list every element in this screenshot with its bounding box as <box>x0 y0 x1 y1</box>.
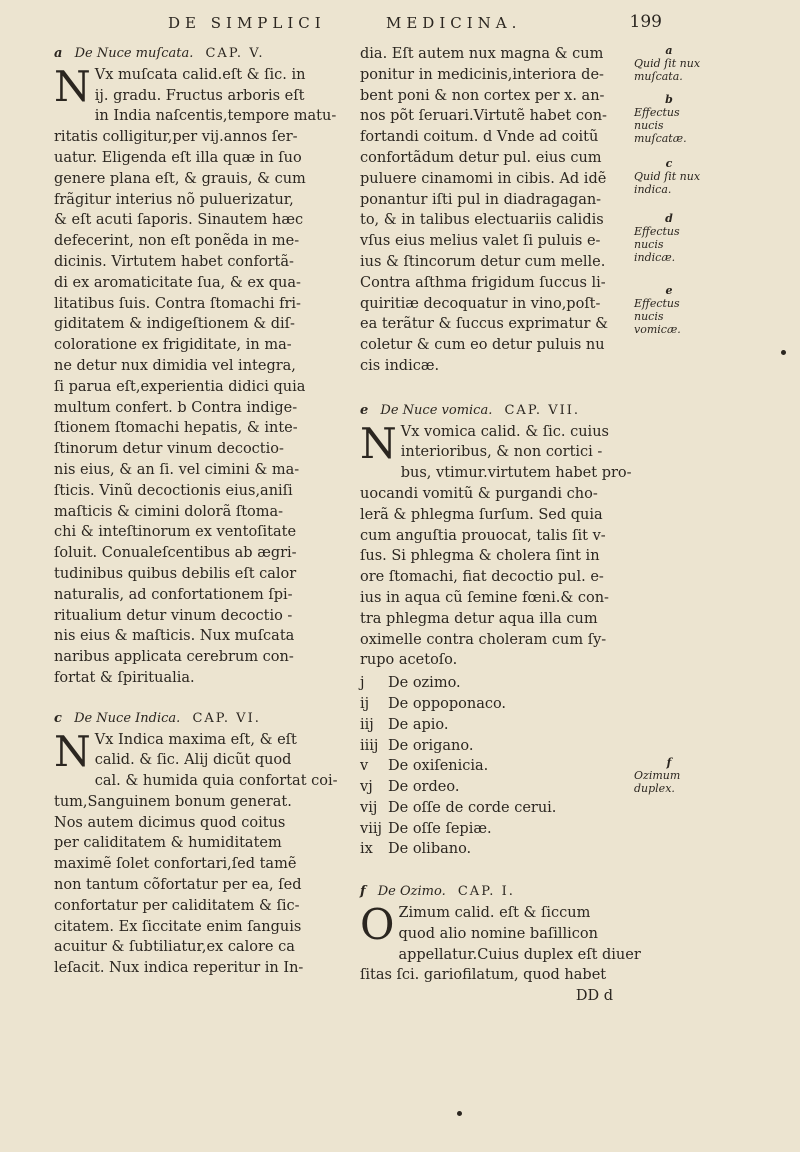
text-line: cal. & humida quia confortat coi- <box>94 773 338 790</box>
text-line: citatem. Ex ſiccitate enim ſanguis <box>54 918 302 935</box>
chapter-text <box>360 418 632 672</box>
list-text: De ozimo. <box>388 675 461 692</box>
text-line: quod alio nomine baſillicon <box>398 925 598 942</box>
list-text: De oſſe de corde cerui. <box>388 799 557 816</box>
text-line: ſtionem ſtomachi hepatis, & inte- <box>54 420 298 437</box>
list-number: iij <box>360 716 374 733</box>
chapter-marker: c <box>54 710 62 726</box>
chapter-text <box>54 61 354 689</box>
text-line: ij. gradu. Fructus arboris eſt <box>94 87 305 104</box>
marginal-notes <box>634 44 704 801</box>
text-line: ſtinorum detur vinum decoctio- <box>54 441 284 458</box>
text-line: tra phlegma detur aqua illa cum <box>360 610 598 627</box>
text-line: tum,Sanguinem bonum generat. <box>54 793 292 810</box>
chapter-title: De Nuce vomica. <box>380 402 493 418</box>
text-line: ritatis colligitur,per vij.annos ſer- <box>54 129 298 146</box>
text-line: Contra aſthma frigidum ſuccus li- <box>360 274 606 291</box>
list-text: De origano. <box>388 737 474 754</box>
list-item <box>360 839 625 860</box>
text-line: vſus eius melius valet ſi puluis e- <box>360 233 601 250</box>
text-line: appellatur.Cuius duplex eſt diuer <box>398 946 641 963</box>
text-line: nis eius & maſticis. Nux muſcata <box>54 628 295 645</box>
text-line: ius & ſtincorum detur cum melle. <box>360 253 606 270</box>
list-number: vij <box>360 799 378 816</box>
text-line: genere plana eſt, & grauis, & cum <box>54 170 306 187</box>
text-line: non tantum cõfortatur per ea, ſed <box>54 877 302 894</box>
ink-speck <box>781 350 786 355</box>
margin-text: Quid ſit nux indica. <box>634 170 701 196</box>
text-line: dia. Eſt autem nux magna & cum <box>360 46 604 62</box>
text-line: multum confert. b Contra indige- <box>54 399 298 416</box>
text-line: interioribus, & non cortici - <box>400 444 603 461</box>
list-text: De apio. <box>388 716 449 733</box>
text-line: puluere cinamomi in cibis. Ad idẽ <box>360 170 607 187</box>
list-text: De oxiſenicia. <box>388 758 489 775</box>
margin-letter: a <box>665 44 673 57</box>
text-line: naturalis, ad confortationem ſpi- <box>54 586 293 603</box>
chapter-list <box>360 673 625 860</box>
margin-note-e <box>634 284 704 336</box>
text-line: Vx Indica maxima eſt, & eſt <box>94 731 297 748</box>
list-item <box>360 777 625 798</box>
text-line: dicinis. Virtutem habet confortã- <box>54 253 294 270</box>
text-line: fortat & ſpiritualia. <box>54 669 195 686</box>
drop-cap: O <box>360 900 395 950</box>
chapter-nux-indica <box>54 709 354 979</box>
text-line: cum anguſtia prouocat, talis ſit v- <box>360 527 606 544</box>
text-line: bus, vtimur.virtutem habet pro- <box>400 465 632 482</box>
text-line: uocandi vomitũ & purgandi cho- <box>360 485 598 502</box>
text-line: confortãdum detur pul. eius cum <box>360 149 602 166</box>
margin-letter: c <box>665 157 673 170</box>
margin-text: Effectus nucis vomicæ. <box>634 297 681 336</box>
list-number: iiij <box>360 737 379 754</box>
list-item <box>360 736 625 757</box>
margin-letter: f <box>666 756 672 769</box>
margin-note-d <box>634 212 704 264</box>
text-line: confortatur per caliditatem & ſic- <box>54 897 300 914</box>
list-item <box>360 798 625 819</box>
chapter-number: CAP. I. <box>457 884 515 900</box>
text-line: litatibus ſuis. Contra ſtomachi fri- <box>54 295 301 312</box>
text-line: tudinibus quibus debilis eſt calor <box>54 565 297 582</box>
text-line: coletur & cum eo detur puluis nu <box>360 337 605 354</box>
text-line: di ex aromaticitate ſua, & ex qua- <box>54 274 301 291</box>
drop-cap: N <box>54 726 91 776</box>
margin-note-f <box>634 756 704 795</box>
text-line: ſus. Si phlegma & cholera ſint in <box>360 548 600 565</box>
margin-note-a <box>634 44 704 83</box>
text-line: ſoluit. Conualeſcentibus ab ægri- <box>54 545 297 562</box>
list-number: viij <box>360 820 382 837</box>
text-line: coloratione ex frigiditate, in ma- <box>54 337 292 354</box>
text-line: ius in aqua cũ ſemine fœni.& con- <box>360 589 609 606</box>
margin-letter: e <box>665 284 673 297</box>
list-item <box>360 694 625 715</box>
margin-text: Quid ſit nux muſcata. <box>634 57 701 83</box>
text-line: acuitur & ſubtiliatur,ex calore ca <box>54 939 295 956</box>
chapter-number: CAP. V. <box>205 46 265 61</box>
chapter-nux-vomica <box>360 401 632 861</box>
chapter-marker: e <box>360 402 369 418</box>
list-item <box>360 715 625 736</box>
chapter-nux-muscata <box>54 44 354 689</box>
text-line: rupo acetoſo. <box>360 652 458 669</box>
text-line: calid. & ſic. Alij dicũt quod <box>94 752 292 769</box>
text-line: giditatem & indigeſtionem & diſ- <box>54 316 295 333</box>
text-line: defecerint, non eſt ponẽda in me- <box>54 233 300 250</box>
text-line: fortandi coitum. d Vnde ad coitũ <box>360 129 599 146</box>
text-line: per caliditatem & humiditatem <box>54 835 282 852</box>
text-line: ne detur nux dimidia vel integra, <box>54 357 296 374</box>
list-item <box>360 756 625 777</box>
text-line: bent poni & non cortex per x. an- <box>360 87 605 104</box>
left-column <box>54 44 354 979</box>
text-line: Nos autem dicimus quod coitus <box>54 814 286 831</box>
chapter-ozimum <box>360 882 641 1007</box>
text-line: chi & inteſtinorum ex ventoſitate <box>54 524 297 541</box>
text-line: quiritiæ decoquatur in vino,poſt- <box>360 295 601 312</box>
chapter-marker: f <box>360 884 366 900</box>
list-text: De oppoponaco. <box>388 695 507 712</box>
list-text: De oſſe ſepiæ. <box>388 820 492 837</box>
running-head-right: MEDICINA. <box>386 14 522 32</box>
chapter-title: De Nuce muſcata. <box>74 46 194 61</box>
running-head-left: DE SIMPLICI <box>168 14 326 32</box>
list-number: j <box>360 675 365 692</box>
text-line: to, & in talibus electuariis calidis <box>360 212 604 229</box>
margin-text: Effectus nucis indicæ. <box>634 225 680 264</box>
margin-note-b <box>634 93 704 145</box>
running-header <box>0 8 800 38</box>
chapter-marker: a <box>54 46 63 61</box>
chapter-text <box>54 726 354 980</box>
margin-text: Ozimum duplex. <box>634 769 681 795</box>
text-line: Vx vomica calid. & ſic. cuius <box>400 423 609 440</box>
text-line: leſacit. Nux indica reperitur in In- <box>54 960 304 977</box>
text-line: naribus applicata cerebrum con- <box>54 649 294 666</box>
right-column <box>360 44 641 1007</box>
list-text: De ordeo. <box>388 779 460 796</box>
text-line: ea terãtur & ſuccus exprimatur & <box>360 316 608 333</box>
chapter-title: De Ozimo. <box>377 884 446 900</box>
chapter-text <box>360 900 641 986</box>
text-line: ritualium detur vinum decoctio - <box>54 607 293 624</box>
list-item <box>360 819 625 840</box>
margin-letter: b <box>665 93 673 106</box>
page-number: 199 <box>629 12 662 32</box>
list-number: ix <box>360 841 373 858</box>
text-line: lerã & phlegma ſurſum. Sed quia <box>360 506 603 523</box>
text-line: oximelle contra choleram cum ſy- <box>360 631 607 648</box>
chapter-number: CAP. VI. <box>192 710 261 726</box>
chapter-heading <box>54 709 354 730</box>
text-line: ponitur in medicinis,interiora de- <box>360 66 604 83</box>
list-text: De olibano. <box>388 841 472 858</box>
text-line: cis indicæ. <box>360 357 440 374</box>
list-number: v <box>360 758 369 775</box>
text-line: Vx muſcata calid.eſt & ſic. in <box>94 66 306 83</box>
text-line: in India naſcentis,tempore matu- <box>94 108 337 125</box>
catchword: DD d <box>575 988 613 1005</box>
chapter-heading <box>360 882 625 903</box>
list-item <box>360 673 625 694</box>
chapter-title: De Nuce Indica. <box>74 710 181 726</box>
text-line: ponantur iſti pul in diadragagan- <box>360 191 602 208</box>
drop-cap: N <box>360 418 397 468</box>
chapter-heading <box>360 401 625 422</box>
text-line: ſticis. Vinũ decoctionis eius,aniſi <box>54 482 293 499</box>
margin-letter: d <box>665 212 673 225</box>
text-line: ſitas ſci. gariofilatum, quod habet <box>360 967 607 984</box>
text-line: maſticis & cimini dolorã ſtoma- <box>54 503 284 520</box>
text-line: frãgitur interius nõ puluerizatur, <box>54 191 294 208</box>
list-number: ij <box>360 695 370 712</box>
text-line: & eſt acuti ſaporis. Sinautem hæc <box>54 212 304 229</box>
text-line: ore ſtomachi, fiat decoctio pul. e- <box>360 569 604 586</box>
text-line: nis eius, & an ſi. vel cimini & ma- <box>54 461 300 478</box>
list-number: vj <box>360 779 373 796</box>
drop-cap: N <box>54 61 91 111</box>
text-line: nos põt ſeruari.Virtutẽ habet con- <box>360 108 607 125</box>
chapter-number: CAP. VII. <box>504 402 580 418</box>
text-line: uatur. Eligenda eſt illa quæ in ſuo <box>54 149 302 166</box>
chapter-heading <box>54 44 354 65</box>
margin-text: Effectus nucis muſcatæ. <box>634 106 687 145</box>
continued-text <box>360 44 625 377</box>
text-line: Zimum calid. eſt & ſiccum <box>398 905 591 922</box>
ink-speck <box>457 1111 462 1116</box>
margin-note-c <box>634 157 704 196</box>
text-line: maximẽ ſolet confortari,ſed tamẽ <box>54 856 297 873</box>
text-line: ſi parua eſt,experientia didici quia <box>54 378 306 395</box>
